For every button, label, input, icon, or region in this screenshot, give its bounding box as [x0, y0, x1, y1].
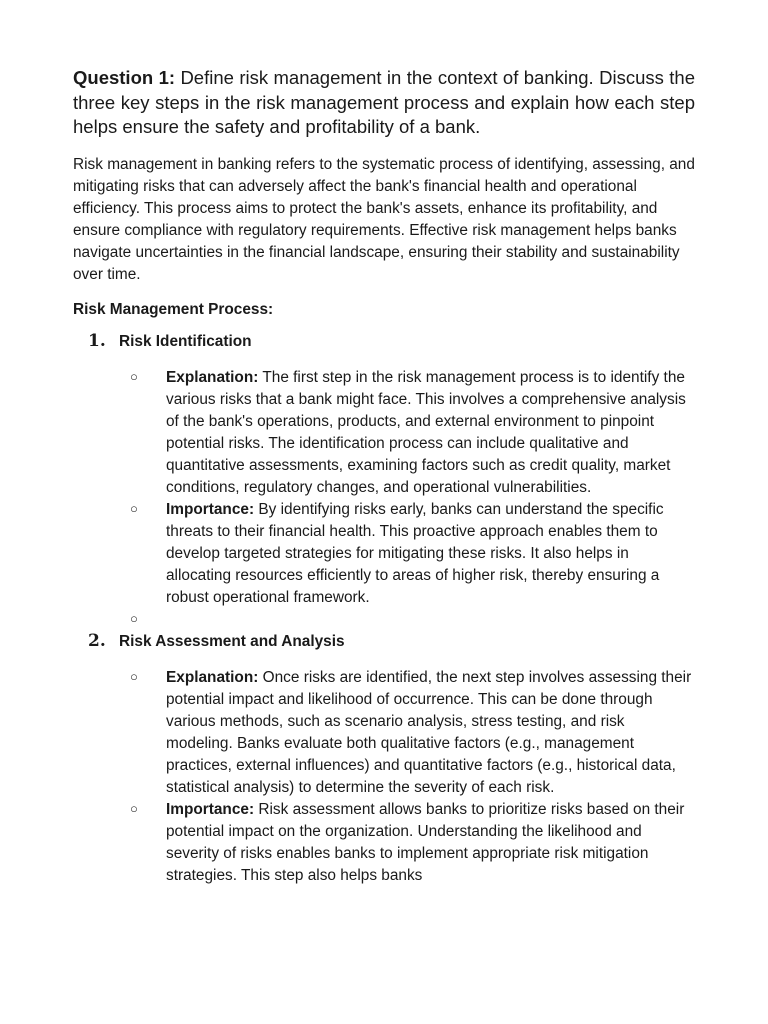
bullet-circle-icon: ○ — [130, 368, 138, 384]
question-paragraph — [73, 66, 695, 140]
step-2-header — [73, 631, 695, 653]
importance-label: Importance: — [166, 800, 255, 818]
importance-label: Importance: — [166, 500, 255, 518]
question-text: Define risk management in the context of banking. Discuss the three key steps in the risk management process and explain how each step helps ensure the safety and profitability of a bank. — [73, 67, 695, 137]
document-page — [73, 66, 695, 887]
step-1-explanation — [73, 367, 695, 499]
step-1-bullets — [73, 367, 695, 631]
step-1-importance — [73, 499, 695, 609]
step-2-explanation — [73, 667, 695, 799]
step-2-title: Risk Assessment and Analysis — [119, 632, 345, 650]
process-heading: Risk Management Process: — [73, 300, 274, 318]
intro-paragraph: Risk management in banking refers to the systematic process of identifying, assessing, and mitigating risks that can adversely affect the bank's financial health and operational efficiency. This process aims to protect the bank's assets, enhance its profitability, and ensure compliance with regulatory requirements. Effective risk management helps banks navigate uncertainties in the financial landscape, ensuring their stability and sustainability over time. — [73, 155, 695, 283]
step-2-number: 2. — [88, 630, 106, 651]
explanation-text: The first step in the risk management process is to identify the various risks that a bank might face. This involves a comprehensive analysis of the bank's operations, products, and external environment to pinpoint potential risks. The identification process can include qualitative and quantitative assessments, examining factors such as credit quality, market conditions, regulatory changes, and operational vulnerabilities. — [166, 368, 686, 496]
step-2-importance — [73, 799, 695, 887]
step-1 — [73, 331, 695, 631]
step-2 — [73, 631, 695, 887]
question-label: Question 1: — [73, 67, 176, 88]
explanation-text: Once risks are identified, the next step involves assessing their potential impact and likelihood of occurrence. This can be done through various methods, such as scenario analysis, stress testing, and risk modeling. Banks evaluate both qualitative factors (e.g., management practices, external influences) and quantitative factors (e.g., historical data, statistical analysis) to determine the severity of each risk. — [166, 668, 692, 796]
bullet-circle-icon: ○ — [130, 610, 138, 626]
bullet-circle-icon: ○ — [130, 668, 138, 684]
step-1-number: 1. — [88, 330, 106, 351]
importance-text: By identifying risks early, banks can understand the specific threats to their financial health. This proactive approach enables them to develop targeted strategies for mitigating these risks. It also helps in allocating resources efficiently to areas of higher risk, thereby ensuring a robust operational framework. — [166, 500, 664, 606]
step-1-title: Risk Identification — [119, 332, 252, 350]
bullet-circle-icon: ○ — [130, 500, 138, 516]
explanation-label: Explanation: — [166, 668, 259, 686]
step-2-bullets — [73, 667, 695, 887]
step-1-empty-bullet — [73, 609, 695, 631]
step-1-header — [73, 331, 695, 353]
importance-text: Risk assessment allows banks to prioritize risks based on their potential impact on the organization. Understanding the likelihood and severity of risks enables banks to implement appropriate risk mitigation strategies. This step also helps banks — [166, 800, 685, 884]
explanation-label: Explanation: — [166, 368, 259, 386]
bullet-circle-icon: ○ — [130, 800, 138, 816]
